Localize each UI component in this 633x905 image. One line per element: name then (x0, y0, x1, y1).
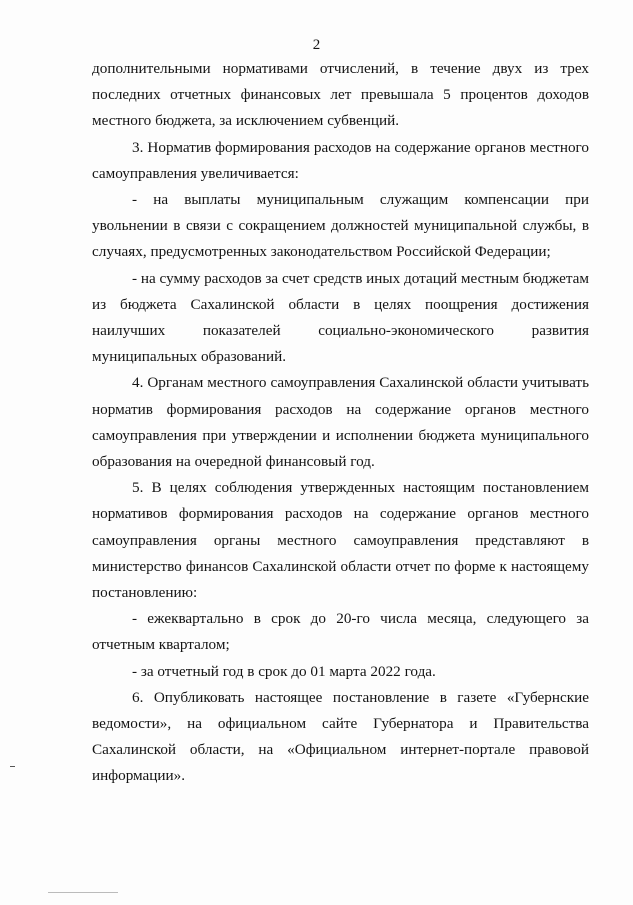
paragraph-item-3-subitem-1: - на выплаты муниципальным служащим компенсации при увольнении в связи с сокращением должностей муниципальной службы, в случаях, предусмотренных законодательством Российской Федерации; (92, 191, 589, 261)
scan-artifact (10, 766, 15, 767)
scan-artifact (48, 892, 118, 893)
paragraph-item-6: 6. Опубликовать настоящее постановление в газете «Губернские ведомости», на официальном сайте Губернатора и Правительства Сахалинской области, на «Официальном интернет-портале правовой информации». (92, 688, 589, 785)
paragraph-item-3-subitem-2: - на сумму расходов за счет средств иных дотаций местным бюджетам из бюджета Сахалинской области в целях поощрения достижения наилучших показателей социально-экономического развития муниципальных образований. (92, 269, 589, 366)
paragraph-item-3: 3. Норматив формирования расходов на содержание органов местного самоуправления увеличивается: (92, 138, 589, 182)
paragraph-item-5: 5. В целях соблюдения утвержденных настоящим постановлением нормативов формирования расходов на содержание органов местного самоуправления органы местного самоуправления представляют в министерство финансов Сахалинской области отчет по форме к настоящему постановлению: (92, 479, 589, 602)
page-number: 2 (312, 37, 321, 53)
document-body (92, 56, 589, 790)
paragraph-item-4: 4. Органам местного самоуправления Сахалинской области учитывать норматив формирования расходов на содержание органов местного самоуправления при утверждении и исполнении бюджета муниципального образования на очередной финансовый год. (92, 374, 589, 471)
paragraph-item-5-subitem-1: - ежеквартально в срок до 20-го числа месяца, следующего за отчетным кварталом; (92, 610, 589, 654)
paragraph-continuation: дополнительными нормативами отчислений, в течение двух из трех последних отчетных финансовых лет превышала 5 процентов доходов местного бюджета, за исключением субвенций. (92, 60, 589, 130)
paragraph-item-5-subitem-2: - за отчетный год в срок до 01 марта 2022 года. (132, 662, 436, 680)
